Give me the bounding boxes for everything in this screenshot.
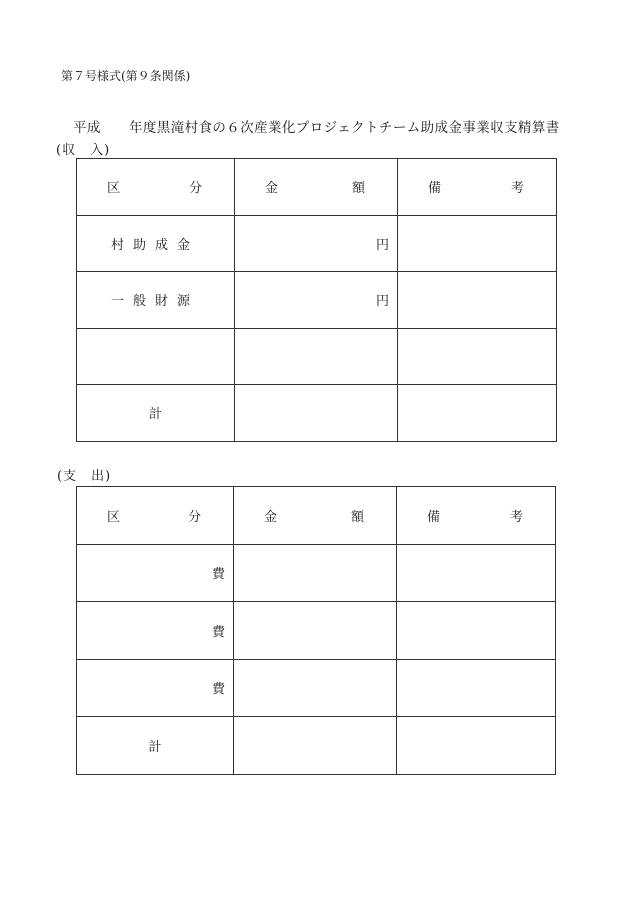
table-row xyxy=(77,215,557,272)
table-row xyxy=(77,272,557,329)
income-header-amount: 金 額 xyxy=(235,159,398,216)
document-title xyxy=(73,116,560,136)
expense-category-cell[interactable]: 費 xyxy=(77,602,234,660)
income-amount-cell[interactable]: 円 xyxy=(235,272,398,329)
income-category-cell[interactable] xyxy=(77,328,235,385)
expense-header-remarks: 備 考 xyxy=(397,487,556,545)
income-total-remarks-cell[interactable] xyxy=(398,385,557,442)
expense-header-row xyxy=(77,487,556,545)
form-number: 第７号様式(第９条関係) xyxy=(61,69,191,83)
income-amount-cell[interactable] xyxy=(235,328,398,385)
expense-header-amount: 金 額 xyxy=(234,487,397,545)
table-row xyxy=(77,602,556,660)
income-category-cell: 村助成金 xyxy=(77,215,235,272)
expense-category-cell[interactable]: 費 xyxy=(77,659,234,717)
expense-total-row xyxy=(77,717,556,775)
income-header-category: 区 分 xyxy=(77,159,235,216)
income-section-label: (収 入) xyxy=(56,143,111,158)
expense-category-cell[interactable]: 費 xyxy=(77,544,234,602)
income-remarks-cell[interactable] xyxy=(398,328,557,385)
expense-remarks-cell[interactable] xyxy=(397,544,556,602)
income-amount-cell[interactable]: 円 xyxy=(235,215,398,272)
expense-header-category: 区 分 xyxy=(77,487,234,545)
expense-table xyxy=(76,486,556,775)
income-total-amount-cell[interactable] xyxy=(235,385,398,442)
income-remarks-cell[interactable] xyxy=(398,272,557,329)
table-row xyxy=(77,544,556,602)
expense-section-label: (支 出) xyxy=(57,469,112,484)
income-total-row xyxy=(77,385,557,442)
expense-total-amount-cell[interactable] xyxy=(234,717,397,775)
expense-amount-cell[interactable] xyxy=(234,544,397,602)
expense-remarks-cell[interactable] xyxy=(397,659,556,717)
income-header-row xyxy=(77,159,557,216)
expense-total-label: 計 xyxy=(77,717,234,775)
expense-remarks-cell[interactable] xyxy=(397,602,556,660)
table-row xyxy=(77,328,557,385)
income-header-remarks: 備 考 xyxy=(398,159,557,216)
expense-amount-cell[interactable] xyxy=(234,659,397,717)
income-category-cell: 一般財源 xyxy=(77,272,235,329)
table-row xyxy=(77,659,556,717)
expense-total-remarks-cell[interactable] xyxy=(397,717,556,775)
income-remarks-cell[interactable] xyxy=(398,215,557,272)
expense-amount-cell[interactable] xyxy=(234,602,397,660)
title-text: 年度黒滝村食の６次産業化プロジェクトチーム助成金事業収支精算書 xyxy=(129,120,560,136)
income-table xyxy=(76,158,557,442)
title-era: 平成 xyxy=(73,120,101,136)
income-total-label: 計 xyxy=(77,385,235,442)
